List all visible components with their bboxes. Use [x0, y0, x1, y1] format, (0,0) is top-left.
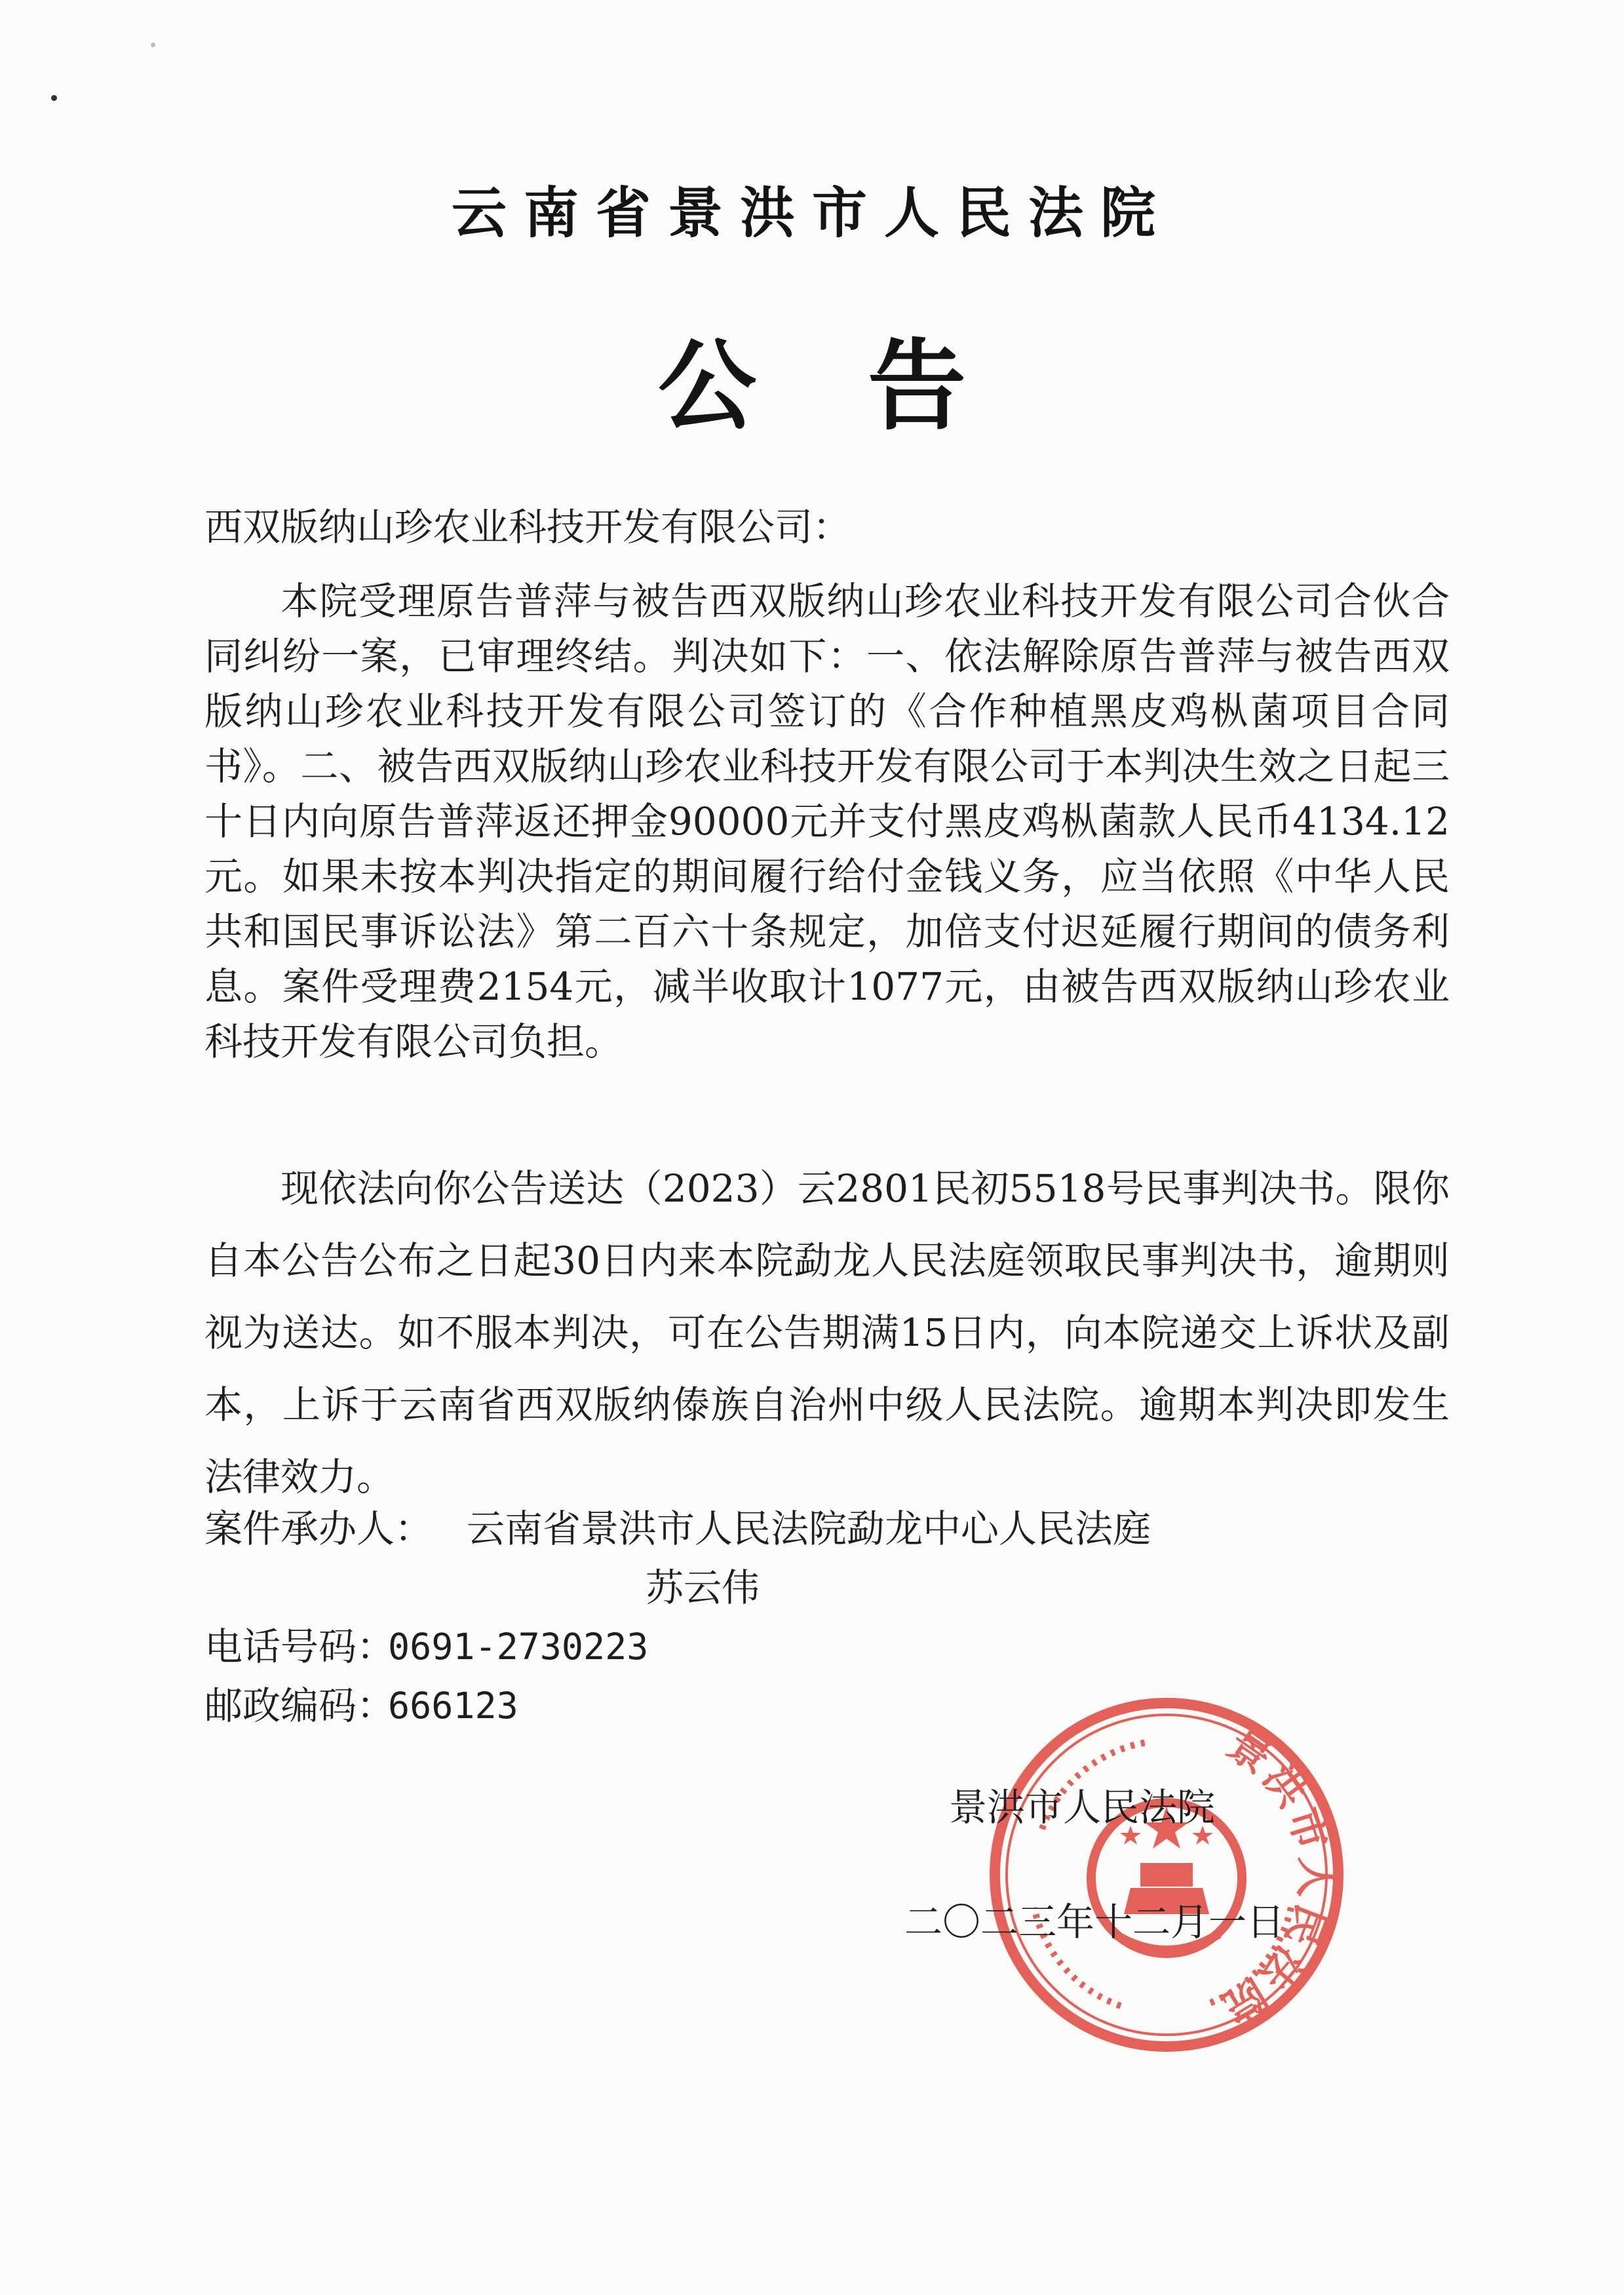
addressee: 西双版纳山珍农业科技开发有限公司：	[204, 505, 851, 549]
issue-date: 二〇二三年十二月一日	[904, 1900, 1285, 1944]
postcode-label: 邮政编码：	[204, 1683, 395, 1728]
handler-organization: 云南省景洪市人民法院勐龙中心人民法庭	[467, 1506, 1151, 1551]
seal-text: 景洪市人民法院	[1212, 1720, 1340, 2034]
document-title: 公告	[657, 330, 1077, 444]
scan-speck	[151, 43, 155, 47]
handler-name: 苏云伟	[646, 1565, 760, 1610]
handler-label: 案件承办人：	[204, 1506, 433, 1551]
phone-label: 电话号码：	[204, 1624, 395, 1669]
postcode: 666123	[388, 1685, 518, 1727]
phone-number: 0691-2730223	[388, 1626, 649, 1668]
judgment-paragraph: 本院受理原告普萍与被告西双版纳山珍农业科技开发有限公司合伙合同纠纷一案，已审理终结。判决如下：一、依法解除原告普萍与被告西双版纳山珍农业科技开发有限公司签订的《合作种植黑皮鸡枞菌项目合同书》。二、被告西双版纳山珍农业科技开发有限公司于本判决生效之日起三十日内向原告普萍返还押金90000元并支付黑皮鸡枞菌款人民币4134.12元。如果未按本判决指定的期间履行给付金钱义务，应当依照《中华人民共和国民事诉讼法》第二百六十条规定，加倍支付迟延履行期间的债务利息。案件受理费2154元，减半收取计1077元，由被告西双版纳山珍农业科技开发有限公司负担。	[204, 579, 1450, 1064]
court-name-heading: 云南省景洪市人民法院	[451, 181, 1172, 245]
issuing-court: 景洪市人民法院	[949, 1785, 1216, 1830]
scan-speck	[51, 95, 57, 101]
service-paragraph: 现依法向你公告送达（2023）云2801民初5518号民事判决书。限你自本公告公布之日起30日内来本院勐龙人民法庭领取民事判决书，逾期则视为送达。如不服本判决，可在公告期满15日内，向本院递交上诉状及副本，上诉于云南省西双版纳傣族自治州中级人民法院。逾期本判决即发生法律效力。	[204, 1166, 1450, 1499]
svg-text:景洪市人民法院	[1212, 1720, 1340, 2033]
court-seal	[983, 1691, 1350, 2058]
